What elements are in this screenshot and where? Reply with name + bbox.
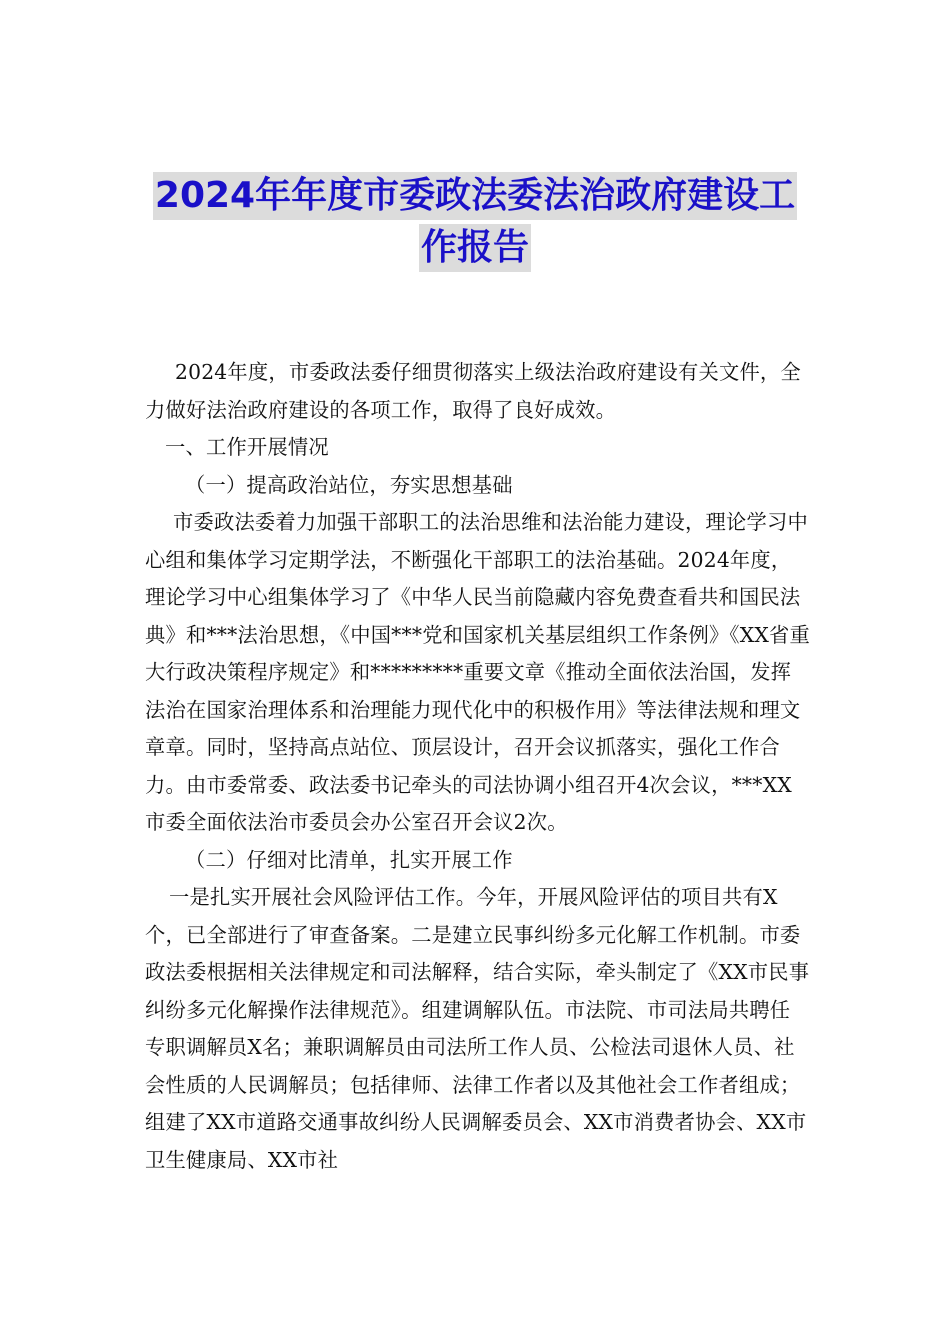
document-body — [145, 354, 810, 1179]
document-title — [100, 172, 850, 276]
title-line-1: 2024年年度市委政法委法治政府建设工 — [153, 172, 797, 220]
body-paragraph-1: 市委政法委着力加强干部职工的法治思维和法治能力建设，理论学习中心组和集体学习定期学法，不断强化干部职工的法治基础。2024年度，理论学习中心组集体学习了《中华人民当前隐藏内容免费查看共和国民法典》和***法治思想，《中国***党和国家机关基层组织工作条例》《XX省重大行政决策程序规定》和*********重要文章《推动全面依法治国，发挥法治在国家治理体系和治理能力现代化中的积极作用》等法律法规和理文章章。同时，坚持高点站位、顶层设计，召开会议抓落实，强化工作合力。由市委常委、政法委书记牵头的司法协调小组召开4次会议，***XX市委全面依法治市委员会办公室召开会议2次。 — [145, 510, 810, 834]
title-line-2: 作报告 — [419, 224, 531, 272]
intro-paragraph: 2024年度，市委政法委仔细贯彻落实上级法治政府建设有关文件，全力做好法治政府建设的各项工作，取得了良好成效。 — [145, 360, 801, 422]
section-heading-1: 一、工作开展情况 — [165, 435, 329, 459]
body-paragraph-2: 一是扎实开展社会风险评估工作。今年，开展风险评估的项目共有X个，已全部进行了审查备案。二是建立民事纠纷多元化解工作机制。市委政法委根据相关法律规定和司法解释，结合实际，牵头制定了《XX市民事纠纷多元化解操作法律规范》。组建调解队伍。市法院、市司法局共聘任专职调解员X名；兼职调解员由司法所工作人员、公检法司退休人员、社会性质的人民调解员；包括律师、法律工作者以及其他社会工作者组成；组建了XX市道路交通事故纠纷人民调解委员会、XX市消费者协会、XX市卫生健康局、XX市社 — [145, 885, 810, 1172]
subsection-heading-1: （一）提高政治站位，夯实思想基础 — [185, 472, 513, 497]
subsection-heading-2: （二）仔细对比清单，扎实开展工作 — [185, 847, 513, 872]
